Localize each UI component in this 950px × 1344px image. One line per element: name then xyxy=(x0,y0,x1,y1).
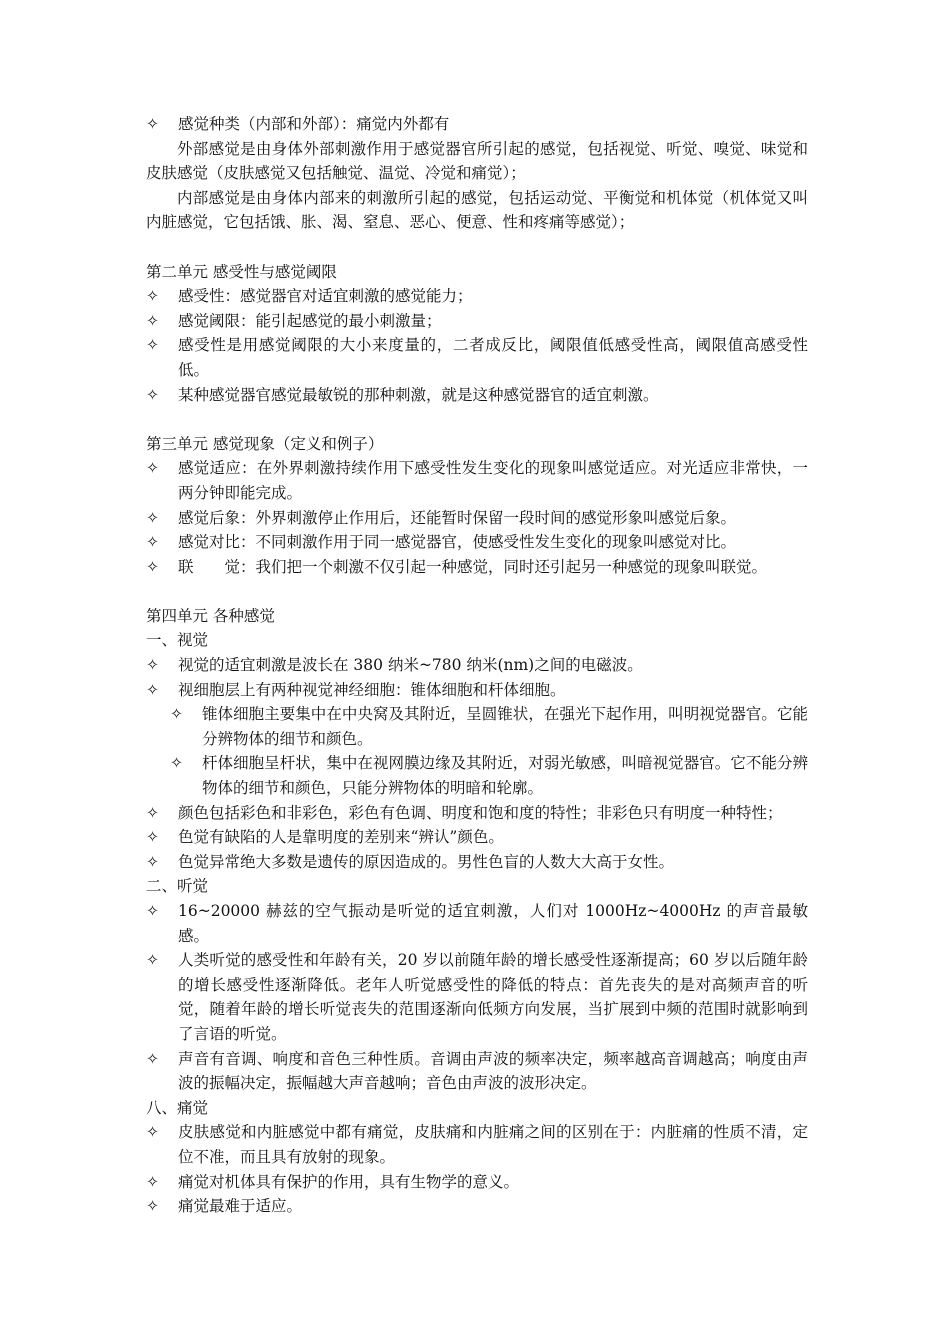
bullet-diamond-icon: ✧ xyxy=(146,902,159,920)
bullet-diamond-icon: ✧ xyxy=(146,656,159,675)
bullet-diamond-icon: ✧ xyxy=(146,1172,159,1191)
section-heading: 第二单元 感受性与感觉阈限 xyxy=(146,262,337,281)
bullet-item: ✧ 色觉有缺陷的人是靠明度的差别来“辨认”颜色。 xyxy=(146,825,808,850)
sub-bullet-item: ✧ 锥体细胞主要集中在中央窝及其附近，呈圆锥状，在强光下起作用，叫明视觉器官。它能分辨物体的细节和颜色。 xyxy=(146,702,808,751)
bullet-item: ✧ 痛觉最难于适应。 xyxy=(146,1194,808,1219)
bullet-diamond-icon: ✧ xyxy=(146,951,159,970)
bullet-item: ✧ 某种感觉器官感觉最敏锐的那种刺激，就是这种感觉器官的适宜刺激。 xyxy=(146,383,808,408)
bullet-diamond-icon: ✧ xyxy=(146,828,159,847)
spacer xyxy=(146,579,808,604)
bullet-diamond-icon: ✧ xyxy=(146,1049,159,1068)
bullet-item: ✧ 感觉适应：在外界刺激持续作用下感受性发生变化的现象叫感觉适应。对光适应非常快，一两分钟即能完成。 xyxy=(146,456,808,505)
bullet-diamond-icon: ✧ xyxy=(146,459,159,478)
bullet-diamond-icon: ✧ xyxy=(146,680,159,699)
bullet-item: ✧ 感觉阈限：能引起感觉的最小刺激量； xyxy=(146,309,808,334)
bullet-diamond-icon: ✧ xyxy=(170,705,183,724)
paragraph: 外部感觉是由身体外部刺激作用于感觉器官所引起的感觉，包括视觉、听觉、嗅觉、味觉和皮肤感觉（皮肤感觉又包括触觉、温觉、冷觉和痛觉）； xyxy=(146,139,808,183)
spacer xyxy=(146,235,808,260)
bullet-item: ✧ 色觉异常绝大多数是遗传的原因造成的。男性色盲的人数大大高于女性。 xyxy=(146,850,808,875)
bullet-diamond-icon: ✧ xyxy=(146,311,159,330)
bullet-diamond-icon: ✧ xyxy=(146,336,159,355)
subsection-heading: 八、痛觉 xyxy=(146,1098,209,1117)
bullet-item: ✧ 联 觉：我们把一个刺激不仅引起一种感觉，同时还引起另一种感觉的现象叫联觉。 xyxy=(146,555,808,580)
bullet-item: ✧ 感受性是用感觉阈限的大小来度量的，二者成反比，阈限值低感受性高，阈限值高感受性低。 xyxy=(146,333,808,382)
bullet-item: ✧ 视觉的适宜刺激是波长在 380 纳米~780 纳米(nm)之间的电磁波。 xyxy=(146,653,808,678)
paragraph: 内部感觉是由身体内部来的刺激所引起的感觉，包括运动觉、平衡觉和机体觉（机体觉又叫内脏感觉，它包括饿、胀、渴、窒息、恶心、便意、性和疼痛等感觉）； xyxy=(146,188,808,232)
bullet-item: ✧ 视细胞层上有两种视觉神经细胞：锥体细胞和杆体细胞。 xyxy=(146,678,808,703)
bullet-diamond-icon: ✧ xyxy=(146,287,159,306)
bullet-diamond-icon: ✧ xyxy=(146,557,159,576)
bullet-item: ✧ 人类听觉的感受性和年龄有关，20 岁以前随年龄的增长感受性逐渐提高；60 岁以后随年龄的增长感受性逐渐降低。老年人听觉感受性的降低的特点：首先丧失的是对高频声音的听觉，随着年龄的增长听觉丧失的范围逐渐向低频方向发展，当扩展到中频的范围时就影响到了言语的听觉。 xyxy=(146,948,808,1046)
bullet-diamond-icon: ✧ xyxy=(146,508,159,527)
bullet-diamond-icon: ✧ xyxy=(146,115,159,133)
bullet-diamond-icon: ✧ xyxy=(146,803,159,822)
document-page xyxy=(146,112,808,1219)
bullet-item: ✧ 痛觉对机体具有保护的作用，具有生物学的意义。 xyxy=(146,1170,808,1195)
bullet-item: ✧ 16~20000 赫兹的空气振动是听觉的适宜刺激，人们对 1000Hz~4000Hz 的声音最敏感。 xyxy=(146,899,808,948)
bullet-diamond-icon: ✧ xyxy=(146,533,159,552)
bullet-item: ✧ 声音有音调、响度和音色三种性质。音调由声波的频率决定，频率越高音调越高；响度由声波的振幅决定，振幅越大声音越响；音色由声波的波形决定。 xyxy=(146,1047,808,1096)
bullet-diamond-icon: ✧ xyxy=(170,754,183,773)
bullet-diamond-icon: ✧ xyxy=(146,1123,159,1142)
bullet-item: ✧ 感受性：感觉器官对适宜刺激的感觉能力； xyxy=(146,284,808,309)
bullet-item: ✧ 感觉对比：不同刺激作用于同一感觉器官，使感受性发生变化的现象叫感觉对比。 xyxy=(146,530,808,555)
bullet-diamond-icon: ✧ xyxy=(146,852,159,871)
spacer xyxy=(146,407,808,432)
bullet-item: ✧ 皮肤感觉和内脏感觉中都有痛觉，皮肤痛和内脏痛之间的区别在于：内脏痛的性质不清，定位不准，而且具有放射的现象。 xyxy=(146,1120,808,1169)
section-heading: 第三单元 感觉现象（定义和例子） xyxy=(146,434,384,453)
bullet-item: ✧ 感觉后象：外界刺激停止作用后，还能暂时保留一段时间的感觉形象叫感觉后象。 xyxy=(146,506,808,531)
sub-bullet-item: ✧ 杆体细胞呈杆状，集中在视网膜边缘及其附近，对弱光敏感，叫暗视觉器官。它不能分辨物体的细节和颜色，只能分辨物体的明暗和轮廓。 xyxy=(146,751,808,800)
bullet-diamond-icon: ✧ xyxy=(146,385,159,404)
subsection-heading: 二、听觉 xyxy=(146,877,209,896)
bullet-item: ✧ 感觉种类（内部和外部）：痛觉内外都有 xyxy=(146,112,808,137)
bullet-diamond-icon: ✧ xyxy=(146,1197,159,1216)
section-heading: 第四单元 各种感觉 xyxy=(146,606,275,625)
bullet-item: ✧ 颜色包括彩色和非彩色，彩色有色调、明度和饱和度的特性；非彩色只有明度一种特性； xyxy=(146,801,808,826)
subsection-heading: 一、视觉 xyxy=(146,631,209,650)
